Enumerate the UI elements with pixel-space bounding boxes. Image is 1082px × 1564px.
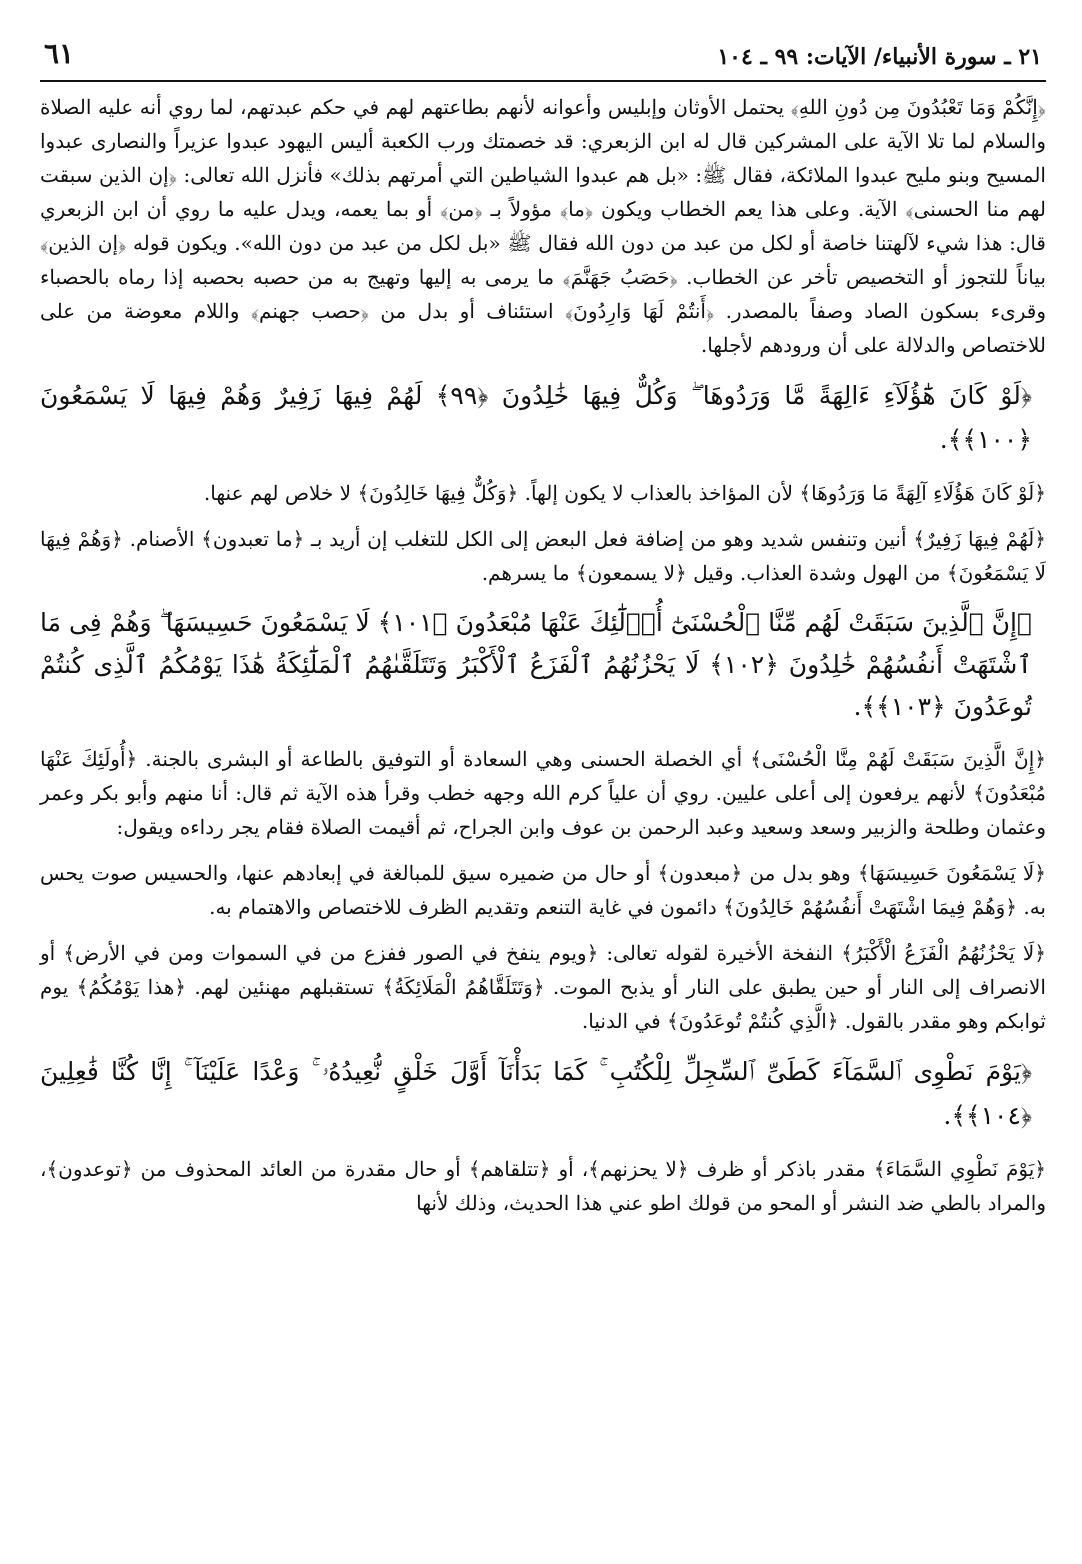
commentary-paragraph: ﴿لَا يَسْمَعُونَ حَسِيسَهَا﴾ وهو بدل من ﴿مبعدون﴾ أو حال من ضميره سيق للمبالغة في إبعادهم عنها، والحسيس صوت يحس به. ﴿وَهُمْ فِيمَا اشْتَهَتْ أَنفُسُهُمْ خَالِدُونَ﴾ دائمون في غاية التنعم وتقديم الظرف للاختصاص والاهتمام به. [40, 861, 1046, 919]
page-body [40, 82, 1046, 1220]
commentary-paragraph: ﴿يَوْمَ نَطْوِي السَّمَاءَ﴾ مقدر باذكر أو ظرف ﴿لا يحزنهم﴾، أو ﴿تتلقاهم﴾ أو حال مقدرة من العائد المحذوف من ﴿توعدون﴾، والمراد بالطي ضد النشر أو المحو من قولك اطو عني هذا الحديث، وذلك لأنها [40, 1157, 1046, 1215]
quran-verse-block: ﴿إِنَّ ٱلَّذِينَ سَبَقَتْ لَهُم مِّنَّا ٱلْحُسْنَىٰٓ أُو۟لَٰٓئِكَ عَنْهَا مُبْعَدُونَ ﴿١٠١﴾ لَا يَسْمَعُونَ حَسِيسَهَا ۖ وَهُمْ فِى مَا ٱشْتَهَتْ أَنفُسُهُمْ خَٰلِدُونَ ﴿١٠٢﴾ لَا يَحْزُنُهُمُ ٱلْفَزَعُ ٱلْأَكْبَرُ وَتَتَلَقَّىٰهُمُ ٱلْمَلَٰٓئِكَةُ هَٰذَا يَوْمُكُمُ ٱلَّذِى كُنتُمْ تُوعَدُونَ ﴿١٠٣﴾﴾. [40, 608, 1032, 721]
commentary-paragraph: ﴿لَوْ كَانَ هَؤُلَاءِ آلِهَةً مَا وَرَدُوهَا﴾ لأن المؤاخذ بالعذاب لا يكون إلهاً. ﴿وَكُلٌّ فِيهَا خَالِدُونَ﴾ لا خلاص لهم عنها. [203, 481, 1046, 505]
commentary-paragraph: ﴿لَا يَحْزُنُهُمُ الْفَزَعُ الْأَكْبَرُ﴾ النفخة الأخيرة لقوله تعالى: ﴿ويوم ينفخ في الصور ففزع من في السموات ومن في الأرض﴾ أو الانصراف إلى النار أو حين يطبق على النار أو يذبح الموت. ﴿وَتَتَلَقَّاهُمُ الْمَلَائِكَةُ﴾ تستقبلهم مهنئين لهم. ﴿هذا يَوْمُكُمُ﴾ يوم ثوابكم وهو مقدر بالقول. ﴿الَّذِي كُنتُمْ تُوعَدُونَ﴾ في الدنيا. [40, 941, 1046, 1033]
commentary-paragraph: ﴿لَهُمْ فِيهَا زَفِيرٌ﴾ أنين وتنفس شديد وهو من إضافة فعل البعض إلى الكل للتغلب إن أريد بـ ﴿ما تعبدون﴾ الأصنام. ﴿وَهُمْ فِيهَا لَا يَسْمَعُونَ﴾ من الهول وشدة العذاب. وقيل ﴿لا يسمعون﴾ ما يسرهم. [40, 527, 1046, 585]
commentary-paragraph: ﴿إِنَّ الَّذِينَ سَبَقَتْ لَهُمْ مِنَّا الْحُسْنَى﴾ أي الخصلة الحسنى وهي السعادة أو التوفيق بالطاعة أو البشرى بالجنة. ﴿أُولَئِكَ عَنْهَا مُبْعَدُونَ﴾ لأنهم يرفعون إلى أعلى عليين. روي أن علياً كرم الله وجهه خطب وقرأ هذه الآية ثم قال: أنا منهم وأبو بكر وعمر وعثمان وطلحة والزبير وسعد وسعيد وعبد الرحمن بن عوف وابن الجراح، ثم أقيمت الصلاة فقام يجر رداءه ويقول: [40, 747, 1046, 839]
quran-verse-block: ﴿لَوْ كَانَ هَٰٓؤُلَآءِ ءَالِهَةً مَّا وَرَدُوهَا ۖ وَكُلٌّ فِيهَا خَٰلِدُونَ ﴿٩٩﴾ لَهُمْ فِيهَا زَفِيرٌ وَهُمْ فِيهَا لَا يَسْمَعُونَ ﴿١٠٠﴾﴾. [40, 381, 1032, 454]
document-page [40, 36, 1046, 1224]
page-header [40, 36, 1046, 82]
commentary-paragraph: ﴿إِنَّكُمْ وَمَا تَعْبُدُونَ مِن دُونِ اللهِ﴾ يحتمل الأوثان وإبليس وأعوانه لأنهم بطاعتهم لهم في حكم عبدتهم، لما روي أنه عليه الصلاة والسلام لما تلا الآية على المشركين قال له ابن الزبعري: قد خصمتك ورب الكعبة أليس اليهود عبدوا عزيراً والنصارى عبدوا المسيح وبنو مليح عبدوا الملائكة، فقال ﷺ: «بل هم عبدوا الشياطين التي أمرتهم بذلك» فأنزل الله تعالى: ﴿إن الذين سبقت لهم منا الحسنى﴾ الآية. وعلى هذا يعم الخطاب ويكون ﴿ما﴾ مؤولاً بـ ﴿من﴾ أو بما يعمه، ويدل عليه ما روي أن ابن الزبعري قال: هذا شيء لآلهتنا خاصة أو لكل من عبد من دون الله فقال ﷺ «بل لكل من عبد من دون الله». ويكون قوله ﴿إن الذين﴾ بياناً للتجوز أو التخصيص تأخر عن الخطاب. ﴿حَصَبُ جَهَنَّمَ﴾ ما يرمى به إليها وتهيج به من حصبه بحصبه إذا رماه بالحصباء وقرىء بسكون الصاد وصفاً بالمصدر. ﴿أَنتُمْ لَهَا وَارِدُونَ﴾ استئناف أو بدل من ﴿حصب جهنم﴾ واللام معوضة من على للاختصاص والدلالة على أن ورودهم لأجلها. [40, 95, 1046, 357]
page-number: ٦١ [44, 37, 75, 70]
running-head: ٢١ ـ سورة الأنبياء/ الآيات: ٩٩ ـ ١٠٤ [717, 44, 1042, 70]
quran-verse-block: ﴿يَوْمَ نَطْوِى ٱلسَّمَآءَ كَطَىِّ ٱلسِّجِلِّ لِلْكُتُبِ ۚ كَمَا بَدَأْنَآ أَوَّلَ خَلْقٍ نُّعِيدُهُۥ ۚ وَعْدًا عَلَيْنَآ ۚ إِنَّا كُنَّا فَٰعِلِينَ ﴿١٠٤﴾﴾. [40, 1057, 1032, 1130]
